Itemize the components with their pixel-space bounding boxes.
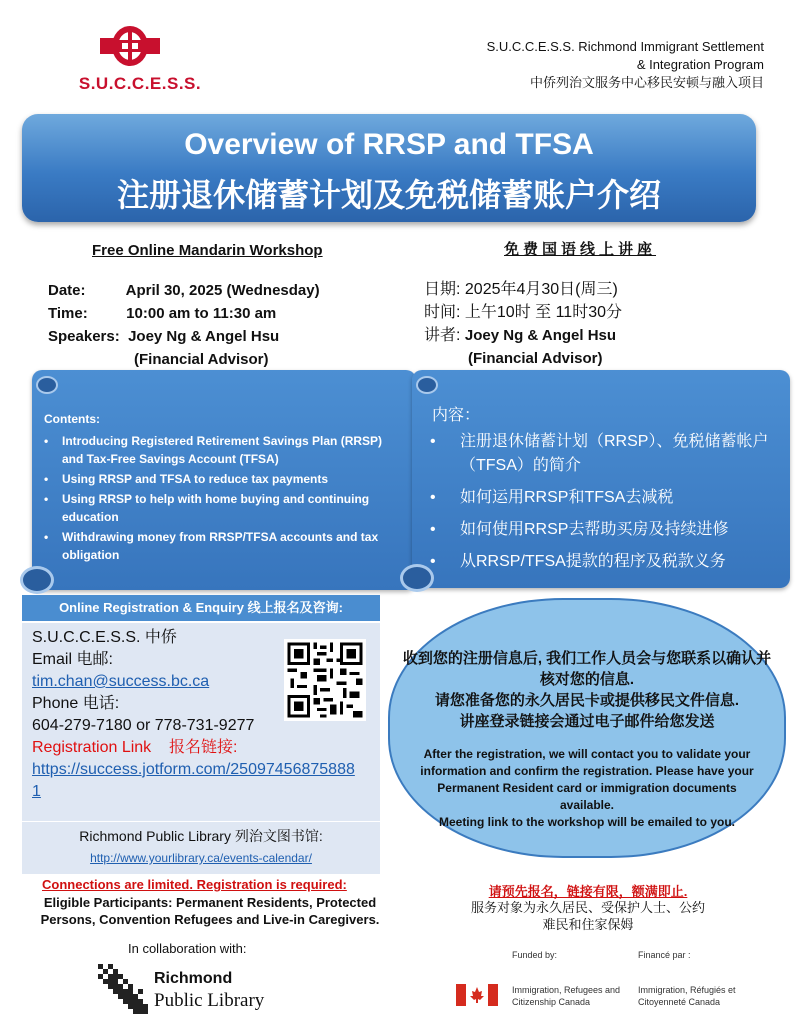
contents-list-zh [430, 430, 780, 582]
scroll-curl-icon [20, 566, 54, 594]
library-panel [22, 822, 380, 874]
eligibility-en: Eligible Participants: Permanent Residents, Protected Persons, Convention Refugees and Live-in Caregivers. [40, 895, 380, 927]
title-banner [22, 114, 756, 222]
contents-heading-zh: 内容： [432, 407, 481, 424]
workshop-title-zh: 免费国语线上讲座 [504, 241, 657, 258]
registration-link-label: Registration Link 报名链接: [32, 739, 238, 756]
finance-par-label: Financé par : [638, 950, 691, 960]
date-zh: 日期: 2025年4月30日(周三) [424, 281, 618, 298]
library-label: Richmond Public Library 列治文图书馆: [79, 828, 323, 844]
library-name-line1: Richmond [154, 970, 233, 987]
limit-notice-zh: 请预先报名，链接有限，额满即止. [488, 884, 688, 899]
email-link[interactable]: tim.chan@success.bc.ca [32, 673, 210, 690]
event-details-zh [424, 278, 764, 370]
speakers-label-zh: 讲者: [424, 327, 461, 344]
org-line: & Integration Program [636, 57, 764, 72]
registration-header: Online Registration & Enquiry 线上报名及咨询: [22, 595, 380, 621]
list-item: • 如何使用RRSP去帮助买房及持续进修 [430, 518, 780, 542]
speakers-role: (Financial Advisor) [134, 351, 269, 368]
speakers-label: Speakers: [48, 328, 120, 345]
list-item: • 如何运用RRSP和TFSA去减税 [430, 486, 780, 510]
contents-scroll-en [32, 370, 416, 590]
richmond-library-logo [98, 962, 298, 1018]
scroll-curl-icon [36, 376, 58, 394]
ircc-funding-block [456, 950, 776, 1012]
registration-org: S.U.C.C.E.S.S. 中侨 [32, 629, 177, 646]
success-logo-icon [100, 24, 160, 68]
limit-notice-en: Connections are limited. Registration is required: [42, 877, 347, 892]
list-item: • Using RRSP to help with home buying and continuing education [44, 490, 404, 526]
speakers-value-zh: Joey Ng & Angel Hsu [464, 327, 617, 344]
qr-code-icon[interactable] [284, 639, 366, 721]
time-label: Time: [48, 305, 88, 322]
time-value: 10:00 am to 11:30 am [126, 305, 277, 322]
eligibility-zh: 服务对象为永久居民、受保护人士、公约难民和住家保姆 [470, 900, 705, 932]
library-name-line2: Public Library [154, 990, 265, 1011]
list-item: • 从RRSP/TFSA提款的程序及税款义务 [430, 550, 780, 574]
notice-text-en: After the registration, we will contact you to validate your information and confirm the registration. Please have your Permanent Resident card or immigration documents available. Meeting link to the workshop will be emailed to you. [420, 747, 754, 829]
organization-name [424, 38, 764, 92]
scroll-curl-icon [400, 564, 434, 592]
collaboration-label: In collaboration with: [128, 941, 247, 956]
speakers-role-zh: (Financial Advisor) [468, 350, 603, 367]
registration-panel [22, 623, 380, 821]
library-link[interactable]: http://www.yourlibrary.ca/events-calendar/ [90, 851, 312, 865]
speakers-value: Joey Ng & Angel Hsu [128, 328, 280, 345]
phone-label: Phone 电话: [32, 695, 120, 712]
registration-link[interactable]: https://success.jotform.com/250974568758881 [32, 761, 355, 800]
list-item: • Using RRSP and TFSA to reduce tax payments [44, 470, 404, 488]
funded-by-label: Funded by: [512, 950, 558, 960]
title-en: Overview of RRSP and TFSA [184, 128, 594, 161]
list-item: • Withdrawing money from RRSP/TFSA accounts and tax obligation [44, 528, 404, 564]
notice-bubble [388, 598, 786, 858]
scroll-curl-icon [416, 376, 438, 394]
title-zh: 注册退休储蓄计划及免税储蓄账户介绍 [116, 177, 661, 213]
phone-number: 604-279-7180 or 778-731-9277 [32, 717, 255, 734]
contents-scroll-zh [412, 370, 790, 588]
canada-flag-icon [456, 984, 498, 1006]
org-line: S.U.C.C.E.S.S. Richmond Immigrant Settlement [486, 39, 764, 54]
date-label: Date: [48, 282, 86, 299]
list-item: • 注册退休储蓄计划（RRSP）、免税储蓄帐户（TFSA）的简介 [430, 430, 780, 478]
list-item: • Introducing Registered Retirement Savings Plan (RRSP) and Tax-Free Savings Account (TFSA) [44, 432, 404, 468]
email-label: Email 电邮: [32, 651, 113, 668]
time-zh: 时间: 上午10时 至 11时30分 [424, 304, 622, 321]
contents-heading-en: Contents: [44, 412, 100, 426]
success-logo [78, 24, 202, 98]
date-value: April 30, 2025 (Wednesday) [125, 282, 320, 299]
notice-text-zh: 收到您的注册信息后, 我们工作人员会与您联系以确认并核对您的信息. 请您准备您的永久居民卡或提供移民文件信息. 讲座登录链接会通过电子邮件给您发送 [402, 650, 772, 730]
logo-text: S.U.C.C.E.S.S. [78, 74, 202, 93]
event-details-en [48, 279, 388, 371]
ircc-name-fr: Immigration, Réfugiés et Citoyenneté Canada [638, 985, 736, 1007]
library-logo-icon [98, 964, 148, 1014]
org-line-zh: 中侨列治文服务中心移民安顿与融入项目 [529, 75, 764, 90]
ircc-name-en: Immigration, Refugees and Citizenship Canada [512, 985, 621, 1007]
workshop-title-en: Free Online Mandarin Workshop [92, 242, 323, 259]
contents-list-en [44, 432, 404, 566]
